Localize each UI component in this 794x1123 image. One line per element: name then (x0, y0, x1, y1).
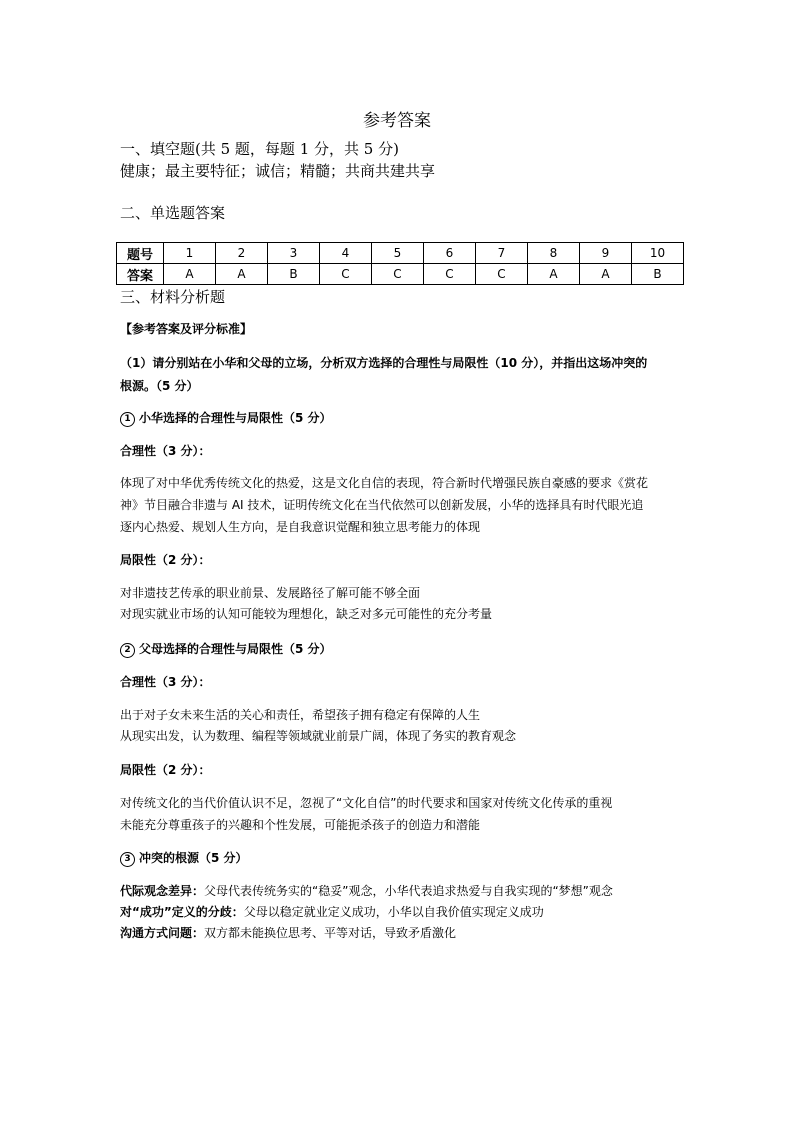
row-label-answer: 答案 (117, 264, 164, 285)
part1-heading-text: 小华选择的合理性与局限性（5 分） (139, 411, 332, 425)
circled-number: 2 (120, 643, 135, 658)
item-text: 双方都未能换位思考、平等对话，导致矛盾激化 (204, 926, 457, 940)
section3-heading: 三、材料分析题 (120, 288, 226, 306)
list-item (120, 882, 613, 899)
paragraph-line: 未能充分尊重孩子的兴趣和个性发展，可能扼杀孩子的创造力和潜能 (120, 818, 481, 832)
section2-heading: 二、单选题答案 (120, 204, 226, 222)
page-title: 参考答案 (363, 111, 431, 131)
table-cell: 5 (372, 243, 424, 264)
paragraph-line: 对非遗技艺传承的职业前景、发展路径了解可能不够全面 (120, 586, 421, 600)
table-cell: 9 (580, 243, 632, 264)
section1-heading: 一、填空题(共 5 题，每题 1 分，共 5 分) (120, 140, 399, 158)
part2-heading-text: 父母选择的合理性与局限性（5 分） (139, 642, 332, 656)
table-cell: 4 (320, 243, 372, 264)
table-cell: 3 (268, 243, 320, 264)
table-cell: 7 (476, 243, 528, 264)
table-row-answers (117, 264, 684, 285)
paragraph-line: 出于对子女未来生活的关心和责任，希望孩子拥有稳定有保障的人生 (120, 708, 481, 722)
list-item (120, 924, 456, 941)
question-line: 根源。（5 分） (120, 379, 199, 393)
row-label-number: 题号 (117, 243, 164, 264)
paragraph-line: 对现实就业市场的认知可能较为理想化，缺乏对多元可能性的充分考量 (120, 607, 493, 621)
part3-heading (120, 849, 248, 867)
limit-label: 局限性（2 分）： (120, 553, 211, 567)
table-cell: C (476, 264, 528, 285)
table-cell: 8 (528, 243, 580, 264)
table-cell: 6 (424, 243, 476, 264)
list-item (120, 903, 544, 920)
table-cell: A (216, 264, 268, 285)
table-cell: B (268, 264, 320, 285)
paragraph-line: 体现了对中华优秀传统文化的热爱，这是文化自信的表现，符合新时代增强民族自豪感的要求《赏花 (120, 476, 649, 490)
table-cell: C (424, 264, 476, 285)
item-text: 父母代表传统务实的“稳妥”观念，小华代表追求热爱与自我实现的“梦想”观念 (204, 884, 613, 898)
table-cell: 2 (216, 243, 268, 264)
paragraph-line: 从现实出发，认为数理、编程等领域就业前景广阔，体现了务实的教育观念 (120, 729, 517, 743)
table-cell: C (320, 264, 372, 285)
answer-table (116, 242, 684, 285)
table-cell: B (632, 264, 684, 285)
question-line: （1）请分别站在小华和父母的立场，分析双方选择的合理性与局限性（10 分），并指出这场冲突的 (120, 356, 648, 370)
table-cell: 10 (632, 243, 684, 264)
table-cell: A (528, 264, 580, 285)
item-text: 父母以稳定就业定义成功，小华以自我价值实现定义成功 (243, 905, 544, 919)
circled-number: 3 (120, 852, 135, 867)
part1-heading (120, 409, 332, 427)
table-cell: A (164, 264, 216, 285)
paragraph-line: 对传统文化的当代价值认识不足，忽视了“文化自信”的时代要求和国家对传统文化传承的重视 (120, 796, 613, 810)
limit-label: 局限性（2 分）： (120, 763, 211, 777)
circled-number: 1 (120, 412, 135, 427)
item-label: 沟通方式问题： (120, 926, 205, 940)
paragraph-line: 神》节目融合非遗与 AI 技术，证明传统文化在当代依然可以创新发展，小华的选择具有时代眼光追 (120, 498, 644, 512)
part3-heading-text: 冲突的根源（5 分） (139, 851, 248, 865)
section1-answers: 健康；最主要特征；诚信；精髓；共商共建共享 (120, 162, 436, 180)
paragraph-line: 逐内心热爱、规划人生方向，是自我意识觉醒和独立思考能力的体现 (120, 520, 481, 534)
table-cell: A (580, 264, 632, 285)
item-label: 对“成功”定义的分歧： (120, 905, 244, 919)
item-label: 代际观念差异： (120, 884, 205, 898)
reason-label: 合理性（3 分）： (120, 675, 211, 689)
reason-label: 合理性（3 分）： (120, 444, 211, 458)
part2-heading (120, 640, 332, 658)
reference-label: 【参考答案及评分标准】 (120, 322, 253, 336)
table-cell: 1 (164, 243, 216, 264)
table-cell: C (372, 264, 424, 285)
table-row-numbers (117, 243, 684, 264)
